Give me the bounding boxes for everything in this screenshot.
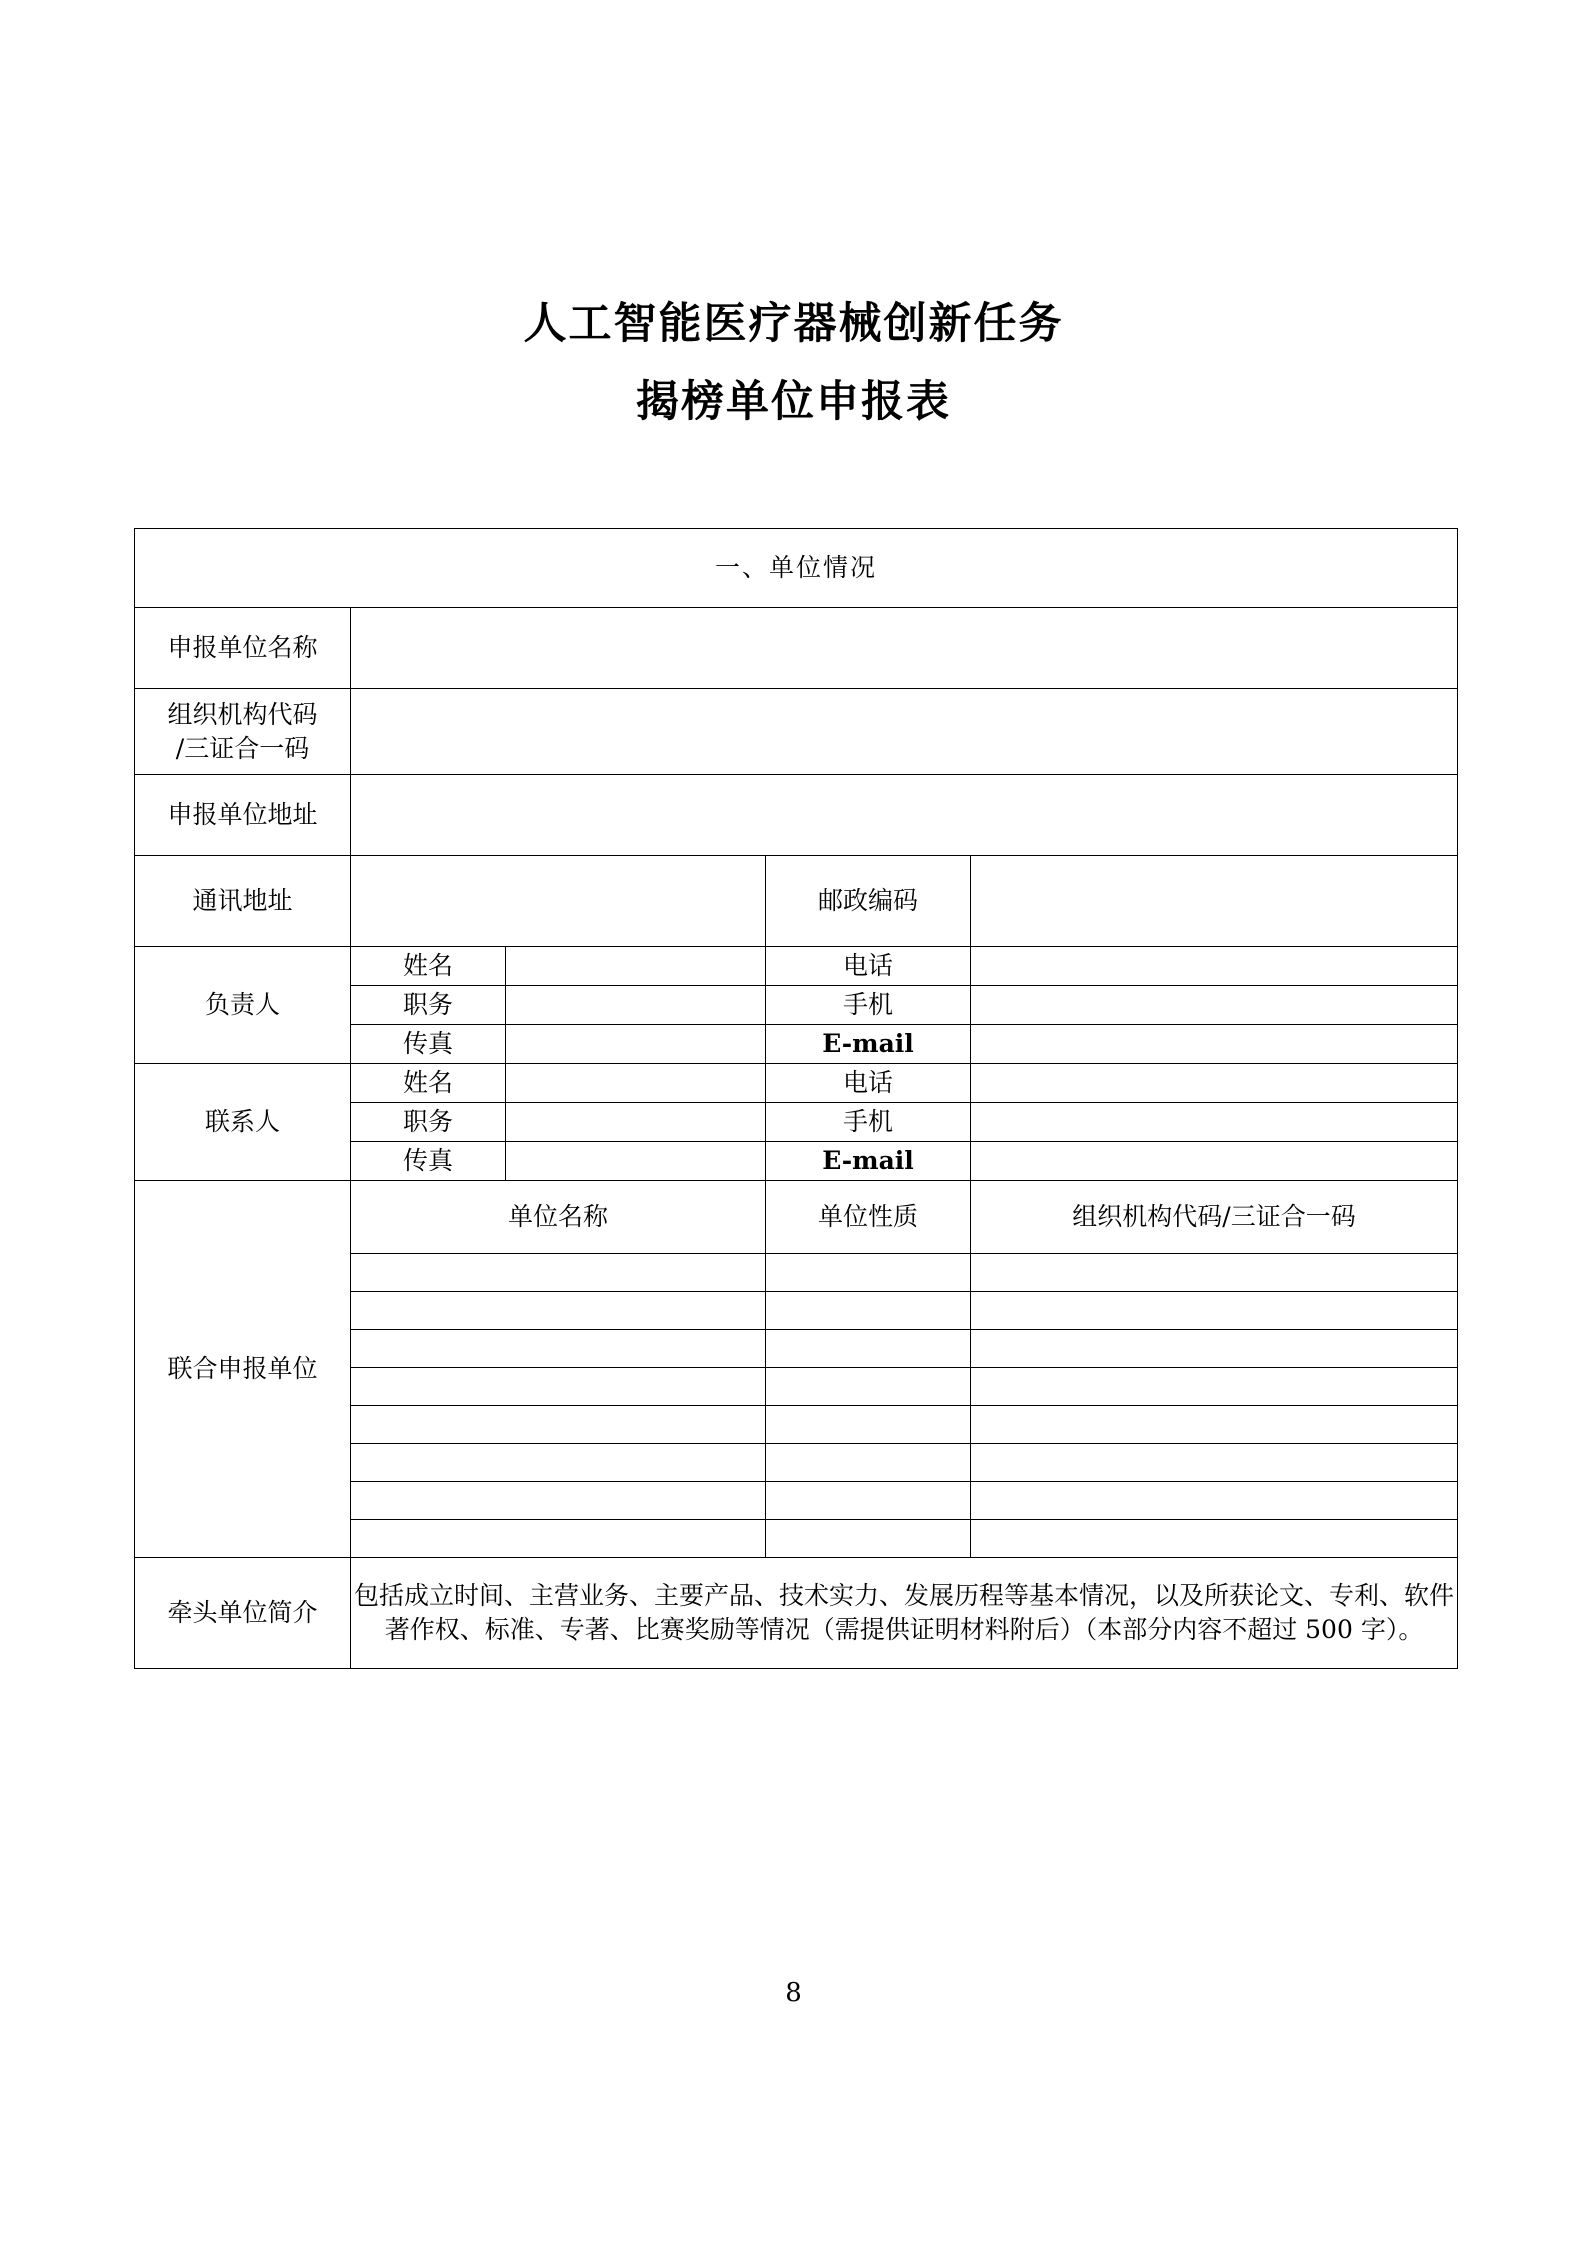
- label-contact-phone: 电话: [766, 1064, 971, 1103]
- table-row: [135, 529, 1458, 608]
- field-principal-mobile[interactable]: [971, 986, 1458, 1025]
- title-line-2: 揭榜单位申报表: [636, 377, 951, 427]
- table-row: [135, 775, 1458, 856]
- field-mailing-address[interactable]: [351, 856, 766, 947]
- column-header-unit-org-code: 组织机构代码/三证合一码: [971, 1181, 1458, 1254]
- field-postal-code[interactable]: [971, 856, 1458, 947]
- field-applicant-name[interactable]: [351, 608, 1458, 689]
- field-org-code[interactable]: [351, 689, 1458, 775]
- label-principal-position: 职务: [351, 986, 506, 1025]
- label-mailing-address: 通讯地址: [135, 856, 351, 947]
- field-joint-unit-org-code[interactable]: [971, 1520, 1458, 1558]
- field-principal-email[interactable]: [971, 1025, 1458, 1064]
- label-contact-email: E-mail: [766, 1142, 971, 1181]
- field-joint-unit-name[interactable]: [351, 1482, 766, 1520]
- field-contact-fax[interactable]: [506, 1142, 766, 1181]
- application-form-table: [134, 528, 1458, 1669]
- label-principal: 负责人: [135, 947, 351, 1064]
- table-row: [135, 689, 1458, 775]
- field-principal-phone[interactable]: [971, 947, 1458, 986]
- column-header-unit-nature: 单位性质: [766, 1181, 971, 1254]
- field-joint-unit-org-code[interactable]: [971, 1292, 1458, 1330]
- label-lead-unit-intro: 牵头单位简介: [135, 1558, 351, 1669]
- label-contact: 联系人: [135, 1064, 351, 1181]
- label-contact-mobile: 手机: [766, 1103, 971, 1142]
- field-joint-unit-org-code[interactable]: [971, 1254, 1458, 1292]
- field-lead-unit-intro[interactable]: 包括成立时间、主营业务、主要产品、技术实力、发展历程等基本情况，以及所获论文、专利、软件著作权、标准、专著、比赛奖励等情况（需提供证明材料附后）（本部分内容不超过 500 字）。: [351, 1558, 1458, 1669]
- label-joint-units: 联合申报单位: [135, 1181, 351, 1558]
- label-org-code-line2: /三证合一码: [175, 733, 310, 763]
- label-applicant-name: 申报单位名称: [135, 608, 351, 689]
- field-joint-unit-nature[interactable]: [766, 1254, 971, 1292]
- field-joint-unit-org-code[interactable]: [971, 1482, 1458, 1520]
- field-joint-unit-nature[interactable]: [766, 1330, 971, 1368]
- field-joint-unit-name[interactable]: [351, 1406, 766, 1444]
- field-joint-unit-name[interactable]: [351, 1444, 766, 1482]
- field-joint-unit-name[interactable]: [351, 1254, 766, 1292]
- column-header-unit-name: 单位名称: [351, 1181, 766, 1254]
- label-postal-code: 邮政编码: [766, 856, 971, 947]
- field-joint-unit-org-code[interactable]: [971, 1330, 1458, 1368]
- field-joint-unit-nature[interactable]: [766, 1444, 971, 1482]
- label-contact-name: 姓名: [351, 1064, 506, 1103]
- field-applicant-address[interactable]: [351, 775, 1458, 856]
- field-contact-position[interactable]: [506, 1103, 766, 1142]
- field-joint-unit-nature[interactable]: [766, 1406, 971, 1444]
- field-joint-unit-nature[interactable]: [766, 1368, 971, 1406]
- field-joint-unit-name[interactable]: [351, 1292, 766, 1330]
- field-joint-unit-name[interactable]: [351, 1520, 766, 1558]
- field-joint-unit-nature[interactable]: [766, 1482, 971, 1520]
- label-applicant-address: 申报单位地址: [135, 775, 351, 856]
- label-contact-fax: 传真: [351, 1142, 506, 1181]
- field-joint-unit-nature[interactable]: [766, 1292, 971, 1330]
- field-principal-name[interactable]: [506, 947, 766, 986]
- field-joint-unit-org-code[interactable]: [971, 1368, 1458, 1406]
- page-number: 8: [785, 1978, 802, 2008]
- field-contact-mobile[interactable]: [971, 1103, 1458, 1142]
- table-row: [135, 1181, 1458, 1254]
- table-row: [135, 1558, 1458, 1669]
- field-joint-unit-name[interactable]: [351, 1368, 766, 1406]
- label-principal-mobile: 手机: [766, 986, 971, 1025]
- field-contact-phone[interactable]: [971, 1064, 1458, 1103]
- label-principal-phone: 电话: [766, 947, 971, 986]
- field-joint-unit-org-code[interactable]: [971, 1444, 1458, 1482]
- label-principal-name: 姓名: [351, 947, 506, 986]
- field-joint-unit-name[interactable]: [351, 1330, 766, 1368]
- label-org-code-line1: 组织机构代码: [167, 699, 318, 729]
- table-row: [135, 947, 1458, 986]
- document-title: [0, 285, 1587, 441]
- title-line-1: 人工智能医疗器械创新任务: [523, 299, 1064, 349]
- field-joint-unit-nature[interactable]: [766, 1520, 971, 1558]
- table-row: [135, 1064, 1458, 1103]
- section-header-unit-info: 一、单位情况: [135, 529, 1458, 608]
- field-contact-name[interactable]: [506, 1064, 766, 1103]
- label-org-code: [135, 689, 351, 775]
- table-row: [135, 608, 1458, 689]
- field-principal-fax[interactable]: [506, 1025, 766, 1064]
- field-contact-email[interactable]: [971, 1142, 1458, 1181]
- field-principal-position[interactable]: [506, 986, 766, 1025]
- field-joint-unit-org-code[interactable]: [971, 1406, 1458, 1444]
- label-principal-fax: 传真: [351, 1025, 506, 1064]
- label-principal-email: E-mail: [766, 1025, 971, 1064]
- label-contact-position: 职务: [351, 1103, 506, 1142]
- table-row: [135, 856, 1458, 947]
